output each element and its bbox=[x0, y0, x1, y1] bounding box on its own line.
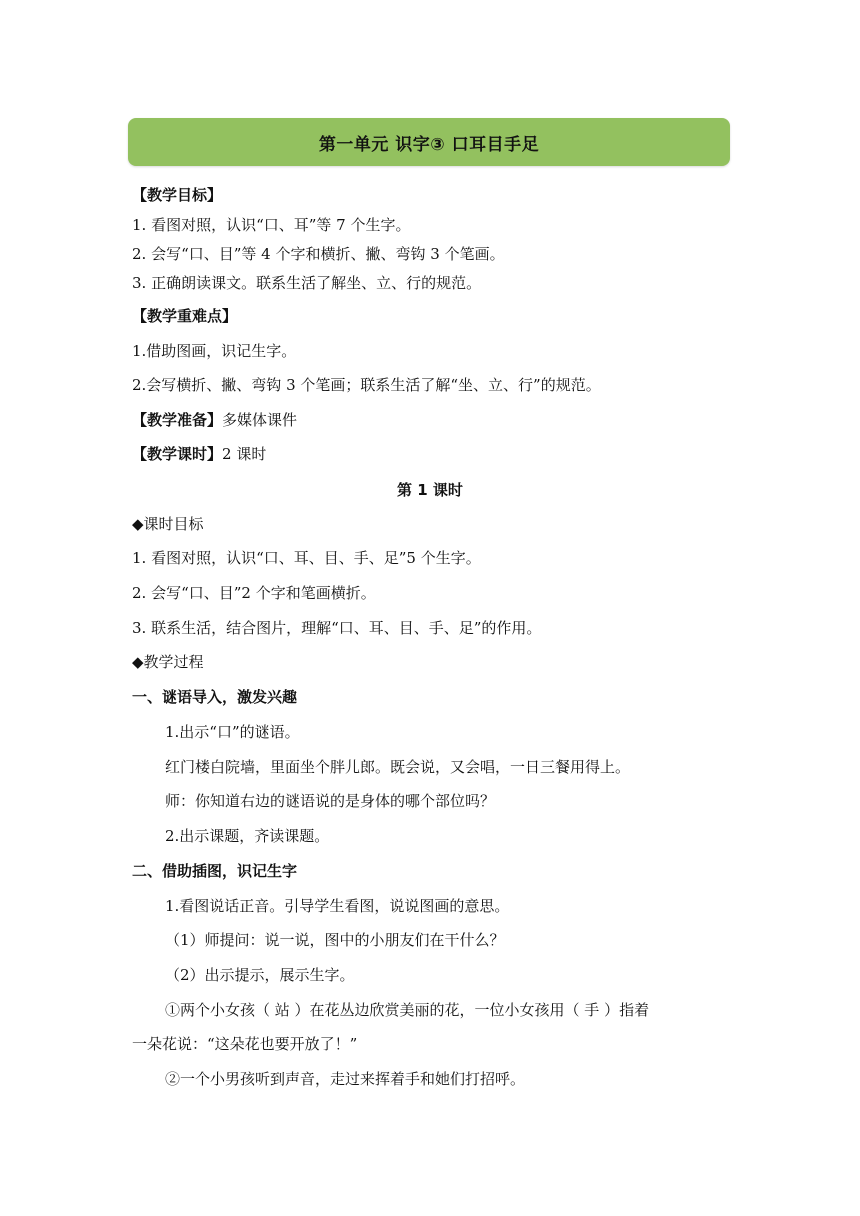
section2-line: （2）出示提示，展示生字。 bbox=[165, 966, 355, 984]
objectives-heading: 【教学目标】 bbox=[132, 186, 223, 204]
goal-item: 1. 看图对照，认识“口、耳、目、手、足”5 个生字。 bbox=[132, 549, 481, 567]
goals-heading: ◆课时目标 bbox=[132, 515, 204, 533]
key-point-item: 2.会写横折、撇、弯钩 3 个笔画；联系生活了解“坐、立、行”的规范。 bbox=[132, 376, 601, 394]
page-title: 第一单元 识字③ 口耳目手足 bbox=[318, 134, 540, 155]
preparation-label: 【教学准备】 bbox=[132, 411, 223, 429]
hours-row bbox=[132, 444, 266, 464]
section1-heading: 一、谜语导入，激发兴趣 bbox=[132, 688, 298, 706]
lesson-title: 第 1 课时 bbox=[397, 481, 463, 499]
hours-value: 2 课时 bbox=[222, 445, 267, 463]
preparation-value: 多媒体课件 bbox=[222, 411, 298, 429]
key-points-heading: 【教学重难点】 bbox=[132, 307, 238, 325]
section2-line: 1.看图说话正音。引导学生看图，说说图画的意思。 bbox=[165, 897, 510, 915]
goal-item: 2. 会写“口、目”2 个字和笔画横折。 bbox=[132, 584, 376, 602]
key-point-item: 1.借助图画，识记生字。 bbox=[132, 342, 297, 360]
process-heading: ◆教学过程 bbox=[132, 653, 204, 671]
section2-line: ②一个小男孩听到声音，走过来挥着手和她们打招呼。 bbox=[165, 1070, 526, 1088]
title-banner bbox=[128, 118, 730, 166]
preparation-row bbox=[132, 410, 297, 430]
riddle-text: 红门楼白院墙，里面坐个胖儿郎。既会说，又会唱，一日三餐用得上。 bbox=[165, 758, 631, 776]
objective-item: 1. 看图对照，认识“口、耳”等 7 个生字。 bbox=[132, 216, 411, 234]
section1-line: 师：你知道右边的谜语说的是身体的哪个部位吗？ bbox=[165, 792, 496, 810]
section1-line: 1.出示“口”的谜语。 bbox=[165, 723, 300, 741]
objective-item: 3. 正确朗读课文。联系生活了解坐、立、行的规范。 bbox=[132, 274, 482, 292]
section1-line: 2.出示课题，齐读课题。 bbox=[165, 827, 330, 845]
section2-line: 一朵花说：“这朵花也要开放了！” bbox=[132, 1035, 358, 1053]
section2-line: ①两个小女孩（ 站 ）在花丛边欣赏美丽的花，一位小女孩用（ 手 ）指着 bbox=[165, 1001, 650, 1019]
objective-item: 2. 会写“口、目”等 4 个字和横折、撇、弯钩 3 个笔画。 bbox=[132, 245, 505, 263]
goal-item: 3. 联系生活，结合图片，理解“口、耳、目、手、足”的作用。 bbox=[132, 619, 542, 637]
section2-line: （1）师提问：说一说，图中的小朋友们在干什么？ bbox=[165, 931, 505, 949]
hours-label: 【教学课时】 bbox=[132, 445, 223, 463]
section2-heading: 二、借助插图，识记生字 bbox=[132, 862, 298, 880]
